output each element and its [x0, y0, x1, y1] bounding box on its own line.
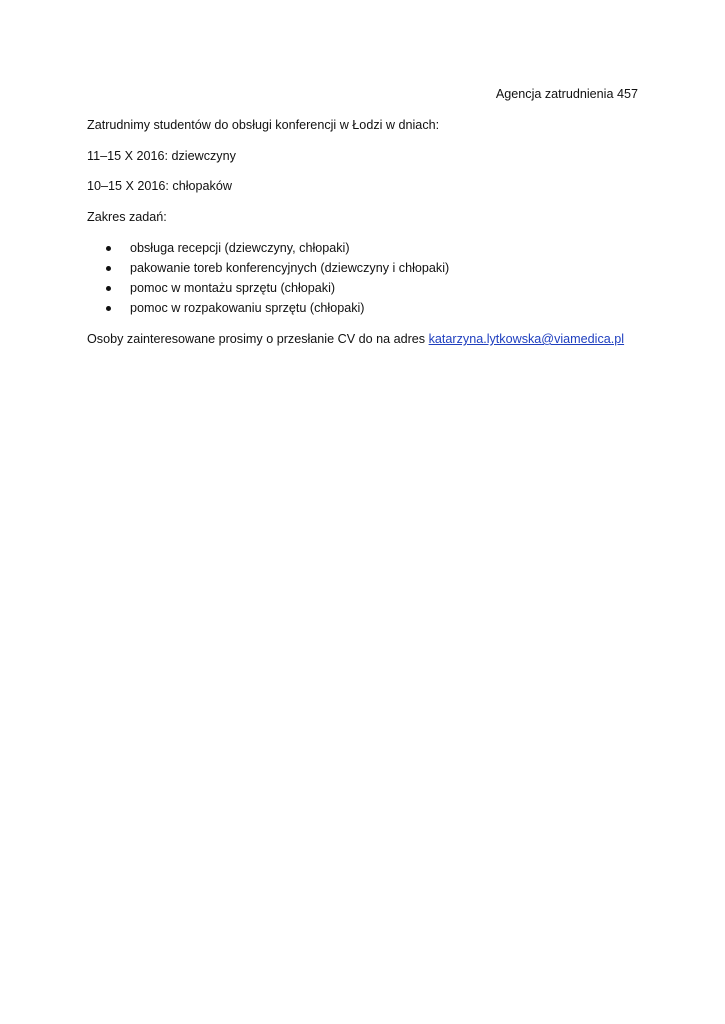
- scope-label: Zakres zadań:: [87, 210, 167, 224]
- bullet-icon: [106, 266, 111, 271]
- bullet-icon: [106, 286, 111, 291]
- task-text: pomoc w rozpakowaniu sprzętu (chłopaki): [130, 301, 365, 315]
- date-line-boys: 10–15 X 2016: chłopaków: [87, 179, 232, 193]
- email-link[interactable]: katarzyna.lytkowska@viamedica.pl: [428, 332, 625, 346]
- task-text: pomoc w montażu sprzętu (chłopaki): [130, 281, 336, 295]
- bullet-icon: [106, 246, 111, 251]
- task-text: obsługa recepcji (dziewczyny, chłopaki): [130, 241, 350, 255]
- bullet-icon: [106, 306, 111, 311]
- task-text: pakowanie toreb konferencyjnych (dziewczyny i chłopaki): [130, 261, 450, 275]
- intro-paragraph: Zatrudnimy studentów do obsługi konferencji w Łodzi w dniach:: [87, 118, 440, 132]
- date-line-girls: 11–15 X 2016: dziewczyny: [87, 149, 236, 163]
- contact-paragraph: [87, 333, 624, 346]
- agency-header: Agencja zatrudnienia 457: [495, 87, 638, 101]
- contact-text: Osoby zainteresowane prosimy o przesłanie CV do na adres: [87, 332, 429, 346]
